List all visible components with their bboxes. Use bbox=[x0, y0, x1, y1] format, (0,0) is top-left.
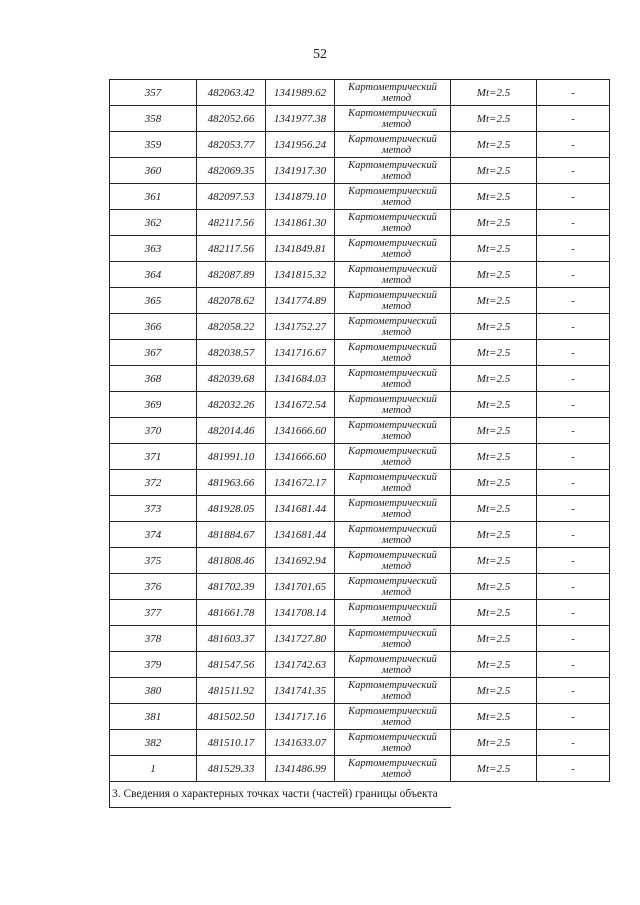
method-cell bbox=[335, 366, 451, 392]
method-line-1: Картометрический bbox=[348, 497, 437, 509]
method-line-1: Картометрический bbox=[348, 705, 437, 717]
y-coordinate-cell: 1341684.03 bbox=[266, 366, 335, 392]
method-cell bbox=[335, 704, 451, 730]
table-row bbox=[110, 340, 610, 366]
x-coordinate-cell: 481502.50 bbox=[197, 704, 266, 730]
point-number-cell: 359 bbox=[110, 132, 197, 158]
method-line-1: Картометрический bbox=[348, 757, 437, 769]
y-coordinate-cell: 1341486.99 bbox=[266, 756, 335, 782]
point-number-cell: 367 bbox=[110, 340, 197, 366]
y-coordinate-cell: 1341701.65 bbox=[266, 574, 335, 600]
table-row bbox=[110, 418, 610, 444]
method-line-2: метод bbox=[381, 404, 412, 416]
method-line-1: Картометрический bbox=[348, 263, 437, 275]
y-coordinate-cell: 1341752.27 bbox=[266, 314, 335, 340]
y-coordinate-cell: 1341716.67 bbox=[266, 340, 335, 366]
method-cell bbox=[335, 392, 451, 418]
accuracy-cell: Mt=2.5 bbox=[451, 210, 537, 236]
method-line-2: метод bbox=[381, 248, 412, 260]
note-cell: - bbox=[537, 600, 610, 626]
accuracy-cell: Mt=2.5 bbox=[451, 470, 537, 496]
table-row bbox=[110, 392, 610, 418]
table-row bbox=[110, 288, 610, 314]
y-coordinate-cell: 1341672.17 bbox=[266, 470, 335, 496]
section-title: 3. Сведения о характерных точках части (частей) границы объекта bbox=[110, 782, 451, 808]
note-cell: - bbox=[537, 366, 610, 392]
method-cell bbox=[335, 132, 451, 158]
y-coordinate-cell: 1341666.60 bbox=[266, 418, 335, 444]
y-coordinate-cell: 1341666.60 bbox=[266, 444, 335, 470]
point-number-cell: 365 bbox=[110, 288, 197, 314]
accuracy-cell: Mt=2.5 bbox=[451, 158, 537, 184]
table-row bbox=[110, 158, 610, 184]
point-number-cell: 362 bbox=[110, 210, 197, 236]
method-line-2: метод bbox=[381, 144, 412, 156]
table-row bbox=[110, 80, 610, 106]
x-coordinate-cell: 481963.66 bbox=[197, 470, 266, 496]
x-coordinate-cell: 482014.46 bbox=[197, 418, 266, 444]
y-coordinate-cell: 1341917.30 bbox=[266, 158, 335, 184]
table-row bbox=[110, 600, 610, 626]
point-number-cell: 357 bbox=[110, 80, 197, 106]
method-line-1: Картометрический bbox=[348, 419, 437, 431]
note-cell: - bbox=[537, 496, 610, 522]
method-line-1: Картометрический bbox=[348, 211, 437, 223]
table-row bbox=[110, 678, 610, 704]
method-line-2: метод bbox=[381, 664, 412, 676]
method-cell bbox=[335, 184, 451, 210]
note-cell: - bbox=[537, 704, 610, 730]
point-number-cell: 1 bbox=[110, 756, 197, 782]
method-cell bbox=[335, 340, 451, 366]
method-line-1: Картометрический bbox=[348, 237, 437, 249]
x-coordinate-cell: 482032.26 bbox=[197, 392, 266, 418]
accuracy-cell: Mt=2.5 bbox=[451, 548, 537, 574]
x-coordinate-cell: 482053.77 bbox=[197, 132, 266, 158]
x-coordinate-cell: 481547.56 bbox=[197, 652, 266, 678]
x-coordinate-cell: 482039.68 bbox=[197, 366, 266, 392]
note-cell: - bbox=[537, 444, 610, 470]
y-coordinate-cell: 1341727.80 bbox=[266, 626, 335, 652]
method-line-2: метод bbox=[381, 560, 412, 572]
method-line-2: метод bbox=[381, 300, 412, 312]
y-coordinate-cell: 1341861.30 bbox=[266, 210, 335, 236]
method-cell bbox=[335, 678, 451, 704]
x-coordinate-cell: 482117.56 bbox=[197, 236, 266, 262]
table-row bbox=[110, 652, 610, 678]
x-coordinate-cell: 482087.89 bbox=[197, 262, 266, 288]
note-cell: - bbox=[537, 470, 610, 496]
method-line-1: Картометрический bbox=[348, 185, 437, 197]
note-cell: - bbox=[537, 522, 610, 548]
method-cell bbox=[335, 496, 451, 522]
table-body bbox=[110, 80, 610, 782]
x-coordinate-cell: 481511.92 bbox=[197, 678, 266, 704]
point-number-cell: 378 bbox=[110, 626, 197, 652]
note-cell: - bbox=[537, 132, 610, 158]
method-line-2: метод bbox=[381, 92, 412, 104]
x-coordinate-cell: 481529.33 bbox=[197, 756, 266, 782]
method-cell bbox=[335, 80, 451, 106]
table-row bbox=[110, 470, 610, 496]
point-number-cell: 374 bbox=[110, 522, 197, 548]
method-line-2: метод bbox=[381, 716, 412, 728]
point-number-cell: 363 bbox=[110, 236, 197, 262]
x-coordinate-cell: 482063.42 bbox=[197, 80, 266, 106]
y-coordinate-cell: 1341692.94 bbox=[266, 548, 335, 574]
x-coordinate-cell: 482069.35 bbox=[197, 158, 266, 184]
y-coordinate-cell: 1341708.14 bbox=[266, 600, 335, 626]
method-cell bbox=[335, 600, 451, 626]
method-cell bbox=[335, 106, 451, 132]
method-cell bbox=[335, 730, 451, 756]
point-number-cell: 373 bbox=[110, 496, 197, 522]
table-row bbox=[110, 704, 610, 730]
method-line-1: Картометрический bbox=[348, 445, 437, 457]
table-row bbox=[110, 496, 610, 522]
table-row bbox=[110, 106, 610, 132]
y-coordinate-cell: 1341633.07 bbox=[266, 730, 335, 756]
accuracy-cell: Mt=2.5 bbox=[451, 626, 537, 652]
note-cell: - bbox=[537, 730, 610, 756]
method-line-1: Картометрический bbox=[348, 159, 437, 171]
method-line-2: метод bbox=[381, 274, 412, 286]
x-coordinate-cell: 481603.37 bbox=[197, 626, 266, 652]
method-line-2: метод bbox=[381, 768, 412, 780]
accuracy-cell: Mt=2.5 bbox=[451, 340, 537, 366]
table-row bbox=[110, 132, 610, 158]
point-number-cell: 361 bbox=[110, 184, 197, 210]
method-line-2: метод bbox=[381, 326, 412, 338]
method-line-2: метод bbox=[381, 378, 412, 390]
y-coordinate-cell: 1341849.81 bbox=[266, 236, 335, 262]
accuracy-cell: Mt=2.5 bbox=[451, 288, 537, 314]
note-cell: - bbox=[537, 418, 610, 444]
method-cell bbox=[335, 652, 451, 678]
method-line-2: метод bbox=[381, 352, 412, 364]
table-row bbox=[110, 236, 610, 262]
note-cell: - bbox=[537, 574, 610, 600]
accuracy-cell: Mt=2.5 bbox=[451, 522, 537, 548]
accuracy-cell: Mt=2.5 bbox=[451, 392, 537, 418]
method-cell bbox=[335, 548, 451, 574]
method-line-1: Картометрический bbox=[348, 653, 437, 665]
method-cell bbox=[335, 522, 451, 548]
note-cell: - bbox=[537, 288, 610, 314]
x-coordinate-cell: 481884.67 bbox=[197, 522, 266, 548]
method-cell bbox=[335, 574, 451, 600]
x-coordinate-cell: 481808.46 bbox=[197, 548, 266, 574]
x-coordinate-cell: 481928.05 bbox=[197, 496, 266, 522]
method-line-1: Картометрический bbox=[348, 575, 437, 587]
point-number-cell: 360 bbox=[110, 158, 197, 184]
table-row bbox=[110, 366, 610, 392]
x-coordinate-cell: 482097.53 bbox=[197, 184, 266, 210]
x-coordinate-cell: 482038.57 bbox=[197, 340, 266, 366]
method-line-2: метод bbox=[381, 638, 412, 650]
method-line-1: Картометрический bbox=[348, 367, 437, 379]
table-row bbox=[110, 444, 610, 470]
page-number: 52 bbox=[313, 47, 327, 62]
point-number-cell: 382 bbox=[110, 730, 197, 756]
note-cell: - bbox=[537, 262, 610, 288]
method-cell bbox=[335, 626, 451, 652]
accuracy-cell: Mt=2.5 bbox=[451, 652, 537, 678]
y-coordinate-cell: 1341717.16 bbox=[266, 704, 335, 730]
x-coordinate-cell: 481991.10 bbox=[197, 444, 266, 470]
y-coordinate-cell: 1341815.32 bbox=[266, 262, 335, 288]
table-row bbox=[110, 184, 610, 210]
point-number-cell: 369 bbox=[110, 392, 197, 418]
y-coordinate-cell: 1341977.38 bbox=[266, 106, 335, 132]
accuracy-cell: Mt=2.5 bbox=[451, 756, 537, 782]
point-number-cell: 376 bbox=[110, 574, 197, 600]
point-number-cell: 379 bbox=[110, 652, 197, 678]
method-line-2: метод bbox=[381, 482, 412, 494]
method-cell bbox=[335, 210, 451, 236]
point-number-cell: 372 bbox=[110, 470, 197, 496]
method-line-2: метод bbox=[381, 430, 412, 442]
method-line-1: Картометрический bbox=[348, 731, 437, 743]
point-number-cell: 380 bbox=[110, 678, 197, 704]
method-line-2: метод bbox=[381, 742, 412, 754]
method-line-1: Картометрический bbox=[348, 393, 437, 405]
note-cell: - bbox=[537, 210, 610, 236]
accuracy-cell: Mt=2.5 bbox=[451, 574, 537, 600]
point-number-cell: 366 bbox=[110, 314, 197, 340]
method-line-1: Картометрический bbox=[348, 81, 437, 93]
note-cell: - bbox=[537, 756, 610, 782]
note-cell: - bbox=[537, 626, 610, 652]
method-line-2: метод bbox=[381, 222, 412, 234]
y-coordinate-cell: 1341956.24 bbox=[266, 132, 335, 158]
y-coordinate-cell: 1341742.63 bbox=[266, 652, 335, 678]
accuracy-cell: Mt=2.5 bbox=[451, 730, 537, 756]
method-cell bbox=[335, 444, 451, 470]
method-cell bbox=[335, 262, 451, 288]
table-row bbox=[110, 314, 610, 340]
method-line-2: метод bbox=[381, 170, 412, 182]
method-line-2: метод bbox=[381, 196, 412, 208]
note-cell: - bbox=[537, 158, 610, 184]
method-cell bbox=[335, 288, 451, 314]
method-line-1: Картометрический bbox=[348, 523, 437, 535]
y-coordinate-cell: 1341672.54 bbox=[266, 392, 335, 418]
point-number-cell: 371 bbox=[110, 444, 197, 470]
y-coordinate-cell: 1341989.62 bbox=[266, 80, 335, 106]
note-cell: - bbox=[537, 106, 610, 132]
method-line-2: метод bbox=[381, 690, 412, 702]
method-line-1: Картометрический bbox=[348, 107, 437, 119]
point-number-cell: 368 bbox=[110, 366, 197, 392]
note-cell: - bbox=[537, 184, 610, 210]
method-line-1: Картометрический bbox=[348, 289, 437, 301]
note-cell: - bbox=[537, 548, 610, 574]
accuracy-cell: Mt=2.5 bbox=[451, 704, 537, 730]
accuracy-cell: Mt=2.5 bbox=[451, 444, 537, 470]
x-coordinate-cell: 482058.22 bbox=[197, 314, 266, 340]
accuracy-cell: Mt=2.5 bbox=[451, 678, 537, 704]
method-cell bbox=[335, 470, 451, 496]
table-row bbox=[110, 262, 610, 288]
section-row bbox=[110, 782, 610, 808]
note-cell: - bbox=[537, 652, 610, 678]
table-row bbox=[110, 730, 610, 756]
method-cell bbox=[335, 418, 451, 444]
table-row bbox=[110, 210, 610, 236]
x-coordinate-cell: 482117.56 bbox=[197, 210, 266, 236]
accuracy-cell: Mt=2.5 bbox=[451, 418, 537, 444]
method-line-2: метод bbox=[381, 118, 412, 130]
method-line-1: Картометрический bbox=[348, 601, 437, 613]
x-coordinate-cell: 481661.78 bbox=[197, 600, 266, 626]
note-cell: - bbox=[537, 236, 610, 262]
table-row bbox=[110, 574, 610, 600]
method-line-1: Картометрический bbox=[348, 679, 437, 691]
point-number-cell: 375 bbox=[110, 548, 197, 574]
table-row bbox=[110, 626, 610, 652]
method-cell bbox=[335, 314, 451, 340]
note-cell: - bbox=[537, 678, 610, 704]
method-line-2: метод bbox=[381, 612, 412, 624]
coordinates-table bbox=[109, 79, 610, 808]
method-line-1: Картометрический bbox=[348, 549, 437, 561]
point-number-cell: 358 bbox=[110, 106, 197, 132]
method-cell bbox=[335, 756, 451, 782]
note-cell: - bbox=[537, 80, 610, 106]
y-coordinate-cell: 1341741.35 bbox=[266, 678, 335, 704]
point-number-cell: 370 bbox=[110, 418, 197, 444]
accuracy-cell: Mt=2.5 bbox=[451, 600, 537, 626]
method-cell bbox=[335, 236, 451, 262]
point-number-cell: 377 bbox=[110, 600, 197, 626]
table-row bbox=[110, 522, 610, 548]
x-coordinate-cell: 481702.39 bbox=[197, 574, 266, 600]
empty-cell bbox=[451, 782, 537, 808]
table-row bbox=[110, 548, 610, 574]
point-number-cell: 364 bbox=[110, 262, 197, 288]
method-line-2: метод bbox=[381, 508, 412, 520]
method-line-2: метод bbox=[381, 456, 412, 468]
accuracy-cell: Mt=2.5 bbox=[451, 184, 537, 210]
accuracy-cell: Mt=2.5 bbox=[451, 80, 537, 106]
note-cell: - bbox=[537, 314, 610, 340]
accuracy-cell: Mt=2.5 bbox=[451, 314, 537, 340]
empty-cell bbox=[537, 782, 610, 808]
y-coordinate-cell: 1341681.44 bbox=[266, 496, 335, 522]
method-line-1: Картометрический bbox=[348, 341, 437, 353]
accuracy-cell: Mt=2.5 bbox=[451, 106, 537, 132]
table-row bbox=[110, 756, 610, 782]
y-coordinate-cell: 1341774.89 bbox=[266, 288, 335, 314]
x-coordinate-cell: 482078.62 bbox=[197, 288, 266, 314]
method-line-2: метод bbox=[381, 586, 412, 598]
method-line-1: Картометрический bbox=[348, 471, 437, 483]
note-cell: - bbox=[537, 392, 610, 418]
accuracy-cell: Mt=2.5 bbox=[451, 132, 537, 158]
point-number-cell: 381 bbox=[110, 704, 197, 730]
y-coordinate-cell: 1341681.44 bbox=[266, 522, 335, 548]
accuracy-cell: Mt=2.5 bbox=[451, 262, 537, 288]
note-cell: - bbox=[537, 340, 610, 366]
x-coordinate-cell: 482052.66 bbox=[197, 106, 266, 132]
accuracy-cell: Mt=2.5 bbox=[451, 236, 537, 262]
method-line-1: Картометрический bbox=[348, 627, 437, 639]
method-line-1: Картометрический bbox=[348, 315, 437, 327]
method-line-2: метод bbox=[381, 534, 412, 546]
accuracy-cell: Mt=2.5 bbox=[451, 366, 537, 392]
method-cell bbox=[335, 158, 451, 184]
method-line-1: Картометрический bbox=[348, 133, 437, 145]
accuracy-cell: Mt=2.5 bbox=[451, 496, 537, 522]
x-coordinate-cell: 481510.17 bbox=[197, 730, 266, 756]
y-coordinate-cell: 1341879.10 bbox=[266, 184, 335, 210]
